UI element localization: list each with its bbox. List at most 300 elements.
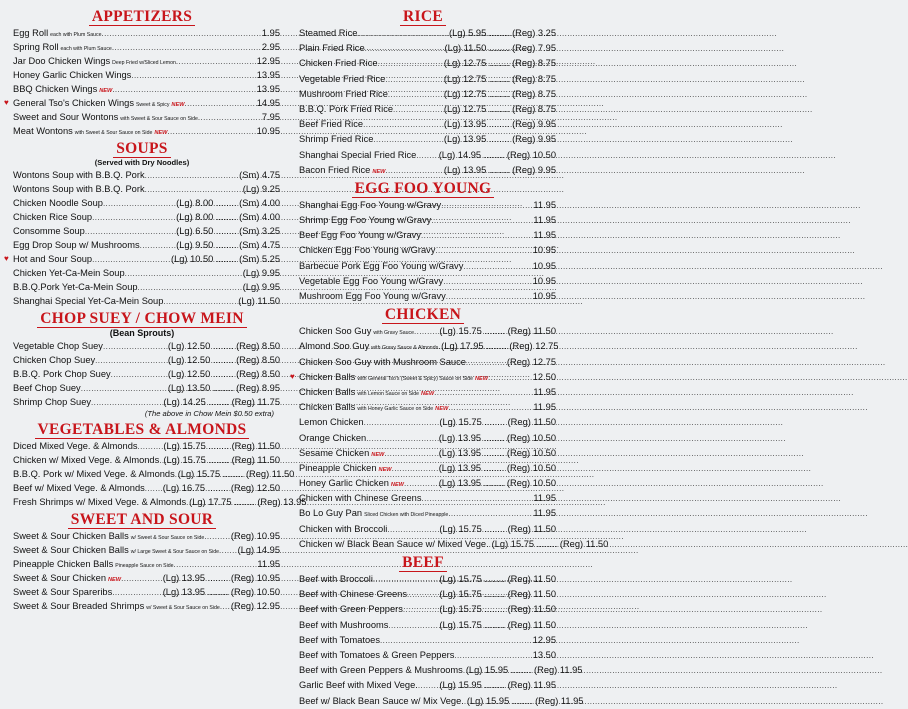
new-badge: NEW bbox=[474, 375, 489, 382]
item-description: w/ Large Sweet & Sour Sauce on Side bbox=[130, 549, 219, 555]
item-description: with Sweet & Sour Sauce on Side bbox=[74, 130, 153, 136]
item-price: (Lg) 13.95 ........ (Reg) 10.95 bbox=[162, 573, 280, 583]
section-title: VEGETABLES & ALMONDS bbox=[35, 421, 250, 439]
item-name: Chicken Noodle Soup bbox=[13, 198, 103, 208]
item-name: Shrimp Egg Foo Young w/Gravy bbox=[299, 215, 432, 226]
item-price: (Lg) 11.50 ........ (Reg) 7.95 bbox=[444, 43, 556, 54]
item-name: Vegetable Egg Foo Young w/Gravy bbox=[299, 275, 444, 286]
new-badge: NEW bbox=[108, 577, 122, 583]
dot-leader bbox=[392, 461, 439, 476]
item-name: Shanghai Special Yet-Ca-Mein Soup bbox=[13, 296, 164, 306]
menu-item bbox=[290, 648, 556, 663]
dot-leader bbox=[365, 41, 445, 56]
item-name: Beef with Broccoli bbox=[299, 574, 373, 584]
item-price: (Lg) 8.00 ........ (Sm) 4.00 bbox=[176, 198, 280, 208]
dot-leader bbox=[145, 169, 240, 183]
menu-item bbox=[4, 599, 280, 613]
item-name: BBQ Chicken Wings bbox=[13, 84, 98, 94]
menu-item bbox=[290, 355, 556, 370]
dot-leader bbox=[357, 26, 449, 41]
item-name: Sweet & Sour Chicken Balls bbox=[13, 531, 129, 541]
vegetables-heading bbox=[4, 421, 280, 438]
menu-item bbox=[4, 529, 280, 543]
item-price: 14.95 bbox=[256, 98, 280, 108]
item-price: (Lg) 13.95 ........ (Reg) 10.50 bbox=[438, 462, 556, 473]
dot-leader bbox=[92, 211, 176, 225]
item-price: (Lg) 5.95 ........ (Reg) 3.25 bbox=[449, 28, 556, 38]
menu-item bbox=[4, 467, 295, 481]
item-price: (Lg) 15.95 ........ (Reg) 11.95 bbox=[465, 665, 583, 676]
item-price: (Lg) 15.75 ........ (Reg) 11.50 bbox=[439, 574, 556, 584]
menu-item bbox=[4, 54, 280, 68]
item-name: Orange Chicken bbox=[299, 432, 367, 443]
item-name: Lemon Chicken bbox=[299, 417, 364, 428]
item-name: Spring Roll bbox=[13, 42, 59, 52]
menu-item bbox=[4, 182, 280, 196]
egg-foo-young-heading bbox=[290, 180, 556, 197]
item-price: (Lg) 13.50 ........ (Reg) 8.95 bbox=[167, 383, 280, 393]
section-note: (Bean Sprouts) bbox=[109, 328, 175, 338]
item-name: Bacon Fried Rice bbox=[299, 164, 371, 175]
dot-leader bbox=[418, 678, 440, 693]
dot-leader bbox=[431, 213, 533, 228]
item-name: Beef Chop Suey bbox=[13, 383, 81, 393]
menu-item bbox=[290, 26, 556, 41]
item-name: Steamed Rice bbox=[299, 28, 358, 38]
item-price: (Lg) 14.95 bbox=[237, 545, 280, 555]
rice-section bbox=[290, 8, 556, 178]
item-price: (Sm) 4.75 bbox=[239, 170, 280, 180]
dot-leader bbox=[85, 225, 176, 239]
item-description: with Honey Garlic Sauce on Side bbox=[357, 406, 434, 413]
item-name: Fresh Shrimps w/ Mixed Vege. & Almonds bbox=[13, 497, 187, 507]
menu-item bbox=[290, 522, 556, 537]
menu-item bbox=[290, 148, 556, 163]
menu-item bbox=[4, 294, 280, 308]
menu-item bbox=[290, 117, 556, 132]
item-price: (Lg) 15.75 ........ (Reg) 11.50 bbox=[439, 619, 556, 630]
item-name: Shanghai Special Fried Rice bbox=[299, 149, 417, 160]
item-price: 11.95 bbox=[533, 230, 556, 241]
item-price: 10.95 bbox=[532, 260, 556, 271]
menu-item bbox=[290, 572, 556, 587]
item-price: (Lg) 9.95 bbox=[242, 282, 280, 292]
menu-item bbox=[4, 481, 280, 495]
chicken-list bbox=[290, 324, 609, 552]
item-price: 10.95 bbox=[532, 291, 556, 301]
left-column bbox=[4, 0, 307, 613]
menu-item bbox=[4, 224, 280, 238]
item-name: Chicken Rice Soup bbox=[13, 212, 93, 222]
hot-pepper-icon: ♥ bbox=[290, 371, 295, 381]
item-price: (Lg) 13.95 ........ (Reg) 10.50 bbox=[162, 587, 280, 597]
dot-leader bbox=[393, 102, 444, 117]
menu-item bbox=[290, 87, 556, 102]
dot-leader bbox=[219, 544, 238, 558]
appetizers-heading bbox=[4, 8, 280, 25]
section-title: SWEET AND SOUR bbox=[68, 511, 217, 529]
menu-item bbox=[4, 543, 280, 557]
item-name: Almond Soo Guy bbox=[299, 341, 370, 352]
item-name: Beef with Mushrooms bbox=[299, 619, 389, 630]
dot-leader bbox=[111, 368, 168, 382]
item-name: Sweet & Sour Spareribs bbox=[13, 587, 113, 597]
vegetables-list bbox=[4, 439, 307, 509]
menu-item bbox=[4, 395, 280, 409]
chicken-section bbox=[290, 306, 609, 552]
section-title: RICE bbox=[400, 8, 446, 26]
dot-leader bbox=[384, 446, 438, 461]
dot-leader bbox=[198, 111, 262, 125]
menu-item bbox=[290, 163, 556, 178]
item-price: (Lg) 12.75 ........ (Reg) 8.75 bbox=[443, 73, 556, 84]
item-price: (Lg) 12.75 ........ (Reg) 8.75 bbox=[443, 103, 556, 114]
menu-item bbox=[290, 56, 556, 71]
appetizers-list bbox=[4, 26, 280, 138]
menu-item bbox=[290, 476, 556, 491]
menu-item bbox=[4, 280, 280, 294]
item-price: (Lg) 9.50 ........ (Sm) 4.75 bbox=[176, 240, 280, 250]
item-price: (Lg) 13.95 ........ (Reg) 9.95 bbox=[443, 134, 556, 145]
section-title: CHICKEN bbox=[382, 306, 464, 324]
menu-item bbox=[290, 446, 556, 461]
menu-item bbox=[290, 339, 559, 354]
item-name: Chicken Balls bbox=[299, 371, 356, 382]
item-price: 7.95 bbox=[261, 112, 280, 122]
new-badge: NEW bbox=[154, 130, 168, 136]
menu-item bbox=[290, 385, 556, 400]
menu-item bbox=[4, 110, 280, 124]
item-name: Sweet & Sour Chicken Balls bbox=[13, 545, 129, 555]
menu-item bbox=[290, 259, 556, 274]
dot-leader bbox=[407, 587, 439, 602]
dot-leader bbox=[403, 602, 440, 617]
soups-section bbox=[4, 140, 280, 308]
item-price: 11.95 bbox=[533, 402, 556, 413]
item-name: Beef Fried Rice bbox=[299, 119, 364, 130]
item-name: B.B.Q.Pork Yet-Ca-Mein Soup bbox=[13, 282, 138, 292]
item-price: (Lg) 6.50 ........ (Sm) 3.25 bbox=[176, 226, 280, 236]
item-description: w/ Sweet & Sour Sauce on Side bbox=[146, 605, 220, 611]
menu-item bbox=[4, 26, 280, 40]
item-price: 2.95 bbox=[261, 42, 280, 52]
item-price: (Lg) 16.75 ........ (Reg) 12.50 bbox=[162, 483, 280, 493]
item-name: Egg Roll bbox=[13, 28, 49, 38]
item-name: Shrimp Fried Rice bbox=[299, 134, 374, 145]
item-price: (Lg) 15.75 ........ (Reg) 11.50 bbox=[491, 538, 609, 549]
item-name: Chicken Soo Guy bbox=[299, 326, 372, 337]
item-price: (Lg) 15.75 ........ (Reg) 11.50 bbox=[439, 326, 556, 337]
hot-pepper-icon: ♥ bbox=[4, 254, 9, 263]
menu-item bbox=[290, 587, 556, 602]
item-name: Sweet & Sour Breaded Shrimps bbox=[13, 601, 145, 611]
dot-leader bbox=[443, 274, 533, 289]
menu-item bbox=[290, 633, 556, 648]
chop-suey-section bbox=[4, 310, 280, 419]
item-name: Honey Garlic Chicken bbox=[299, 478, 389, 489]
menu-item bbox=[4, 367, 280, 381]
dot-leader bbox=[441, 198, 533, 213]
item-name: Jar Doo Chicken Wings bbox=[13, 56, 111, 66]
chop-suey-list bbox=[4, 339, 280, 409]
item-name: Vegetable Fried Rice bbox=[299, 73, 386, 84]
item-price: 11.95 bbox=[533, 199, 556, 210]
dot-leader bbox=[220, 600, 231, 614]
item-price: (Lg) 17.95 ........ (Reg) 12.75 bbox=[441, 341, 559, 352]
dot-leader bbox=[81, 382, 168, 396]
item-description: Sliced Chicken with Diced Pineapple bbox=[364, 512, 449, 519]
item-price: 11.95 bbox=[533, 508, 556, 519]
dot-leader bbox=[463, 259, 532, 274]
dot-leader bbox=[167, 125, 256, 139]
menu-item bbox=[4, 252, 280, 266]
item-price: (Lg) 15.75 ........ (Reg) 11.50 bbox=[439, 417, 556, 428]
sweet-sour-heading bbox=[4, 511, 280, 528]
item-name: Pineapple Chicken bbox=[299, 462, 377, 473]
item-price: (Lg) 15.75 ........ (Reg) 11.50 bbox=[439, 523, 556, 534]
item-name: Beef with Green Peppers bbox=[299, 604, 403, 615]
item-price: (Lg) 12.50 ........ (Reg) 8.50 bbox=[167, 341, 280, 351]
item-description: each with Plum Sauce bbox=[50, 32, 102, 38]
menu-item bbox=[4, 571, 280, 585]
item-name: Sweet & Sour Chicken bbox=[13, 573, 107, 583]
dot-leader bbox=[101, 27, 261, 41]
item-name: Beef Egg Foo Young w/Gravy bbox=[299, 230, 421, 241]
dot-leader bbox=[434, 385, 533, 400]
menu-item bbox=[290, 41, 556, 56]
dot-leader bbox=[131, 69, 256, 83]
item-name: Beef w/ Mixed Vege. & Almonds bbox=[13, 483, 145, 493]
menu-item bbox=[4, 124, 280, 138]
section-title: CHOP SUEY / CHOW MEIN bbox=[37, 310, 247, 328]
menu-item bbox=[4, 266, 280, 280]
item-price: (Lg) 13.95 ........ (Reg) 10.50 bbox=[438, 478, 556, 489]
dot-leader bbox=[414, 324, 439, 339]
menu-item bbox=[290, 400, 556, 415]
item-description: with General Tso's (Sweet & Spicy) Sauce on Side bbox=[357, 375, 473, 382]
dot-leader bbox=[380, 633, 533, 648]
item-name: Vegetable Chop Suey bbox=[13, 341, 103, 351]
item-price: (Lg) 12.75 ........ (Reg) 8.75 bbox=[443, 58, 556, 69]
menu-item bbox=[290, 228, 556, 243]
item-name: Shanghai Egg Foo Young w/Gravy bbox=[299, 199, 442, 210]
menu-item bbox=[290, 678, 556, 693]
item-name: Pineapple Chicken Balls bbox=[13, 559, 114, 569]
item-price: (Lg) 11.50 bbox=[238, 296, 280, 306]
section-title: SOUPS bbox=[113, 140, 170, 158]
menu-item bbox=[290, 506, 556, 521]
new-badge: NEW bbox=[372, 168, 386, 175]
item-name: B.B.Q. Pork w/ Mixed Vege. & Almonds bbox=[13, 469, 175, 479]
soups-list bbox=[4, 168, 280, 308]
item-price: 13.95 bbox=[256, 70, 280, 80]
menu-item bbox=[4, 453, 280, 467]
item-description: w/ Sweet & Sour Sauce on Side bbox=[130, 535, 205, 541]
dot-leader bbox=[488, 370, 533, 385]
beef-list bbox=[290, 572, 584, 709]
section-footnote: (The above in Chow Mein $0.50 extra) bbox=[144, 409, 274, 418]
dot-leader bbox=[435, 243, 532, 258]
menu-item bbox=[290, 289, 556, 304]
menu-item bbox=[290, 618, 556, 633]
new-badge: NEW bbox=[421, 390, 435, 397]
item-price: 10.95 bbox=[532, 275, 556, 286]
item-name: B.B.Q. Pork Fried Rice bbox=[299, 103, 394, 114]
item-description: with Gravy Sauce & Almonds bbox=[371, 345, 439, 352]
egg-foo-young-section bbox=[290, 180, 556, 304]
menu-item bbox=[4, 585, 280, 599]
item-price: 11.95 bbox=[257, 559, 280, 569]
item-name: Diced Mixed Vege. & Almonds bbox=[13, 441, 138, 451]
item-name: Bo Lo Guy Pan bbox=[299, 508, 363, 519]
dot-leader bbox=[416, 148, 438, 163]
dot-leader bbox=[95, 354, 168, 368]
new-badge: NEW bbox=[435, 406, 449, 413]
item-name: Beef with Tomatoes bbox=[299, 634, 380, 645]
new-badge: NEW bbox=[99, 88, 113, 94]
item-name: Meat Wontons bbox=[13, 126, 73, 136]
item-price: 13.50 bbox=[532, 649, 556, 660]
item-name: Shrimp Chop Suey bbox=[13, 397, 92, 407]
item-price: 13.95 bbox=[256, 84, 280, 94]
egg-foo-young-list bbox=[290, 198, 556, 304]
menu-item bbox=[290, 694, 584, 709]
item-price: 12.95 bbox=[256, 56, 280, 66]
dot-leader bbox=[145, 183, 243, 197]
item-name: Chicken Soo Guy with Mushroom Sauce bbox=[299, 356, 466, 367]
item-description: Deep Fried w/Sliced Lemon bbox=[112, 60, 176, 66]
menu-item bbox=[4, 339, 280, 353]
dot-leader bbox=[448, 506, 533, 521]
hot-pepper-icon: ♥ bbox=[4, 98, 9, 107]
item-description: with Lemon Sauce on Side bbox=[357, 390, 420, 397]
item-price: (Lg) 8.00 ........ (Sm) 4.00 bbox=[176, 212, 280, 222]
menu-item bbox=[290, 274, 556, 289]
item-description: with Gravy Sauce bbox=[373, 330, 415, 337]
chicken-heading bbox=[290, 306, 556, 323]
dot-leader bbox=[404, 476, 439, 491]
item-price: (Lg) 12.50 ........ (Reg) 8.50 bbox=[167, 369, 280, 379]
item-name: Beef with Chinese Greens bbox=[299, 589, 408, 600]
item-name: Hot and Sour Soup bbox=[13, 254, 93, 264]
dot-leader bbox=[112, 586, 162, 600]
item-name: Chicken Chop Suey bbox=[13, 355, 96, 365]
item-name: Garlic Beef with Mixed Vege. bbox=[299, 680, 418, 691]
dot-leader bbox=[138, 281, 243, 295]
item-name: Wontons Soup with B.B.Q. Pork bbox=[13, 170, 145, 180]
item-price: 12.95 bbox=[532, 634, 556, 645]
menu-item bbox=[290, 491, 556, 506]
item-price: (Lg) 13.95 ........ (Reg) 10.50 bbox=[438, 447, 556, 458]
menu-item bbox=[290, 602, 556, 617]
section-title: APPETIZERS bbox=[89, 8, 195, 26]
menu-item bbox=[4, 82, 280, 96]
dot-leader bbox=[363, 117, 444, 132]
menu-item bbox=[290, 243, 556, 258]
item-name: B.B.Q. Pork Chop Suey bbox=[13, 369, 111, 379]
appetizers-section bbox=[4, 8, 280, 138]
dot-leader bbox=[140, 239, 177, 253]
dot-leader bbox=[103, 197, 176, 211]
item-price: (Lg) 12.50 ........ (Reg) 8.50 bbox=[167, 355, 280, 365]
dot-leader bbox=[121, 572, 163, 586]
item-name: Chicken Balls bbox=[299, 386, 356, 397]
item-name: Wontons Soup with B.B.Q. Pork bbox=[13, 184, 145, 194]
dot-leader bbox=[446, 289, 533, 304]
menu-item bbox=[290, 431, 556, 446]
new-badge: NEW bbox=[371, 451, 385, 458]
item-name: Mushroom Egg Foo Young w/Gravy bbox=[299, 291, 446, 301]
item-price: (Lg) 14.95 ........ (Reg) 10.50 bbox=[438, 149, 556, 160]
dot-leader bbox=[373, 572, 439, 587]
dot-leader bbox=[388, 87, 444, 102]
dot-leader bbox=[387, 522, 439, 537]
item-name: General Tso's Chicken Wings bbox=[13, 98, 134, 108]
dot-leader bbox=[92, 253, 171, 267]
item-price: (Lg) 9.95 bbox=[242, 268, 280, 278]
new-badge: NEW bbox=[390, 482, 404, 489]
item-price: (Lg) 15.75 ........ (Reg) 11.50 bbox=[163, 455, 280, 465]
menu-item bbox=[290, 415, 556, 430]
menu-item bbox=[290, 537, 609, 552]
item-price: (Lg) 12.75 ........ (Reg) 8.75 bbox=[443, 88, 556, 99]
dot-leader bbox=[145, 482, 163, 496]
dot-leader bbox=[378, 56, 444, 71]
item-price: (Lg) 15.95 ........ (Reg) 11.95 bbox=[439, 680, 556, 691]
item-price: (Lg) 13.95 ........ (Reg) 9.95 bbox=[443, 119, 556, 130]
dot-leader bbox=[174, 558, 258, 572]
dot-leader bbox=[388, 618, 439, 633]
menu-item bbox=[4, 381, 280, 395]
rice-list bbox=[290, 26, 556, 178]
item-name: Chicken w/ Black Bean Sauce w/ Mixed Vege. bbox=[299, 538, 489, 549]
beef-heading bbox=[290, 554, 556, 571]
menu-item bbox=[4, 495, 307, 509]
item-price: 10.95 bbox=[256, 126, 280, 136]
menu-item bbox=[290, 72, 556, 87]
item-name: Honey Garlic Chicken Wings bbox=[13, 70, 132, 80]
item-price: (Lg) 13.95 ........ (Reg) 10.50 bbox=[438, 432, 556, 443]
item-name: Plain Fried Rice bbox=[299, 43, 365, 54]
new-badge: NEW bbox=[171, 102, 185, 108]
dot-leader bbox=[91, 396, 163, 410]
new-badge: NEW bbox=[378, 466, 392, 473]
beef-section bbox=[290, 554, 584, 709]
item-name: Consomme Soup bbox=[13, 226, 85, 236]
menu-item bbox=[4, 196, 280, 210]
soups-heading bbox=[4, 140, 280, 157]
item-price: (Lg) 15.95 ........ (Reg) 11.95 bbox=[466, 695, 584, 706]
menu-item bbox=[290, 213, 556, 228]
menu-item bbox=[290, 324, 556, 339]
menu-item bbox=[290, 461, 556, 476]
menu-item bbox=[290, 102, 556, 117]
item-name: Mushroom Fried Rice bbox=[299, 88, 388, 99]
item-price: (Lg) 15.75 ........ (Reg) 11.50 bbox=[439, 589, 556, 600]
item-price: 1.95 bbox=[261, 28, 280, 38]
chop-suey-heading bbox=[4, 310, 280, 327]
item-name: Chicken w/ Mixed Vege. & Almonds bbox=[13, 455, 160, 465]
menu-item bbox=[4, 238, 280, 252]
menu-item bbox=[290, 198, 556, 213]
dot-leader bbox=[421, 228, 533, 243]
dot-leader bbox=[385, 163, 443, 178]
item-price: (Lg) 14.25 ........ (Reg) 11.75 bbox=[163, 397, 280, 407]
item-name: Chicken Egg Foo Young w/Gravy bbox=[299, 245, 436, 256]
item-price: (Reg) 10.95 bbox=[230, 531, 280, 541]
item-price: (Lg) 15.75 ........ (Reg) 11.50 bbox=[177, 469, 295, 479]
menu-item bbox=[4, 439, 280, 453]
